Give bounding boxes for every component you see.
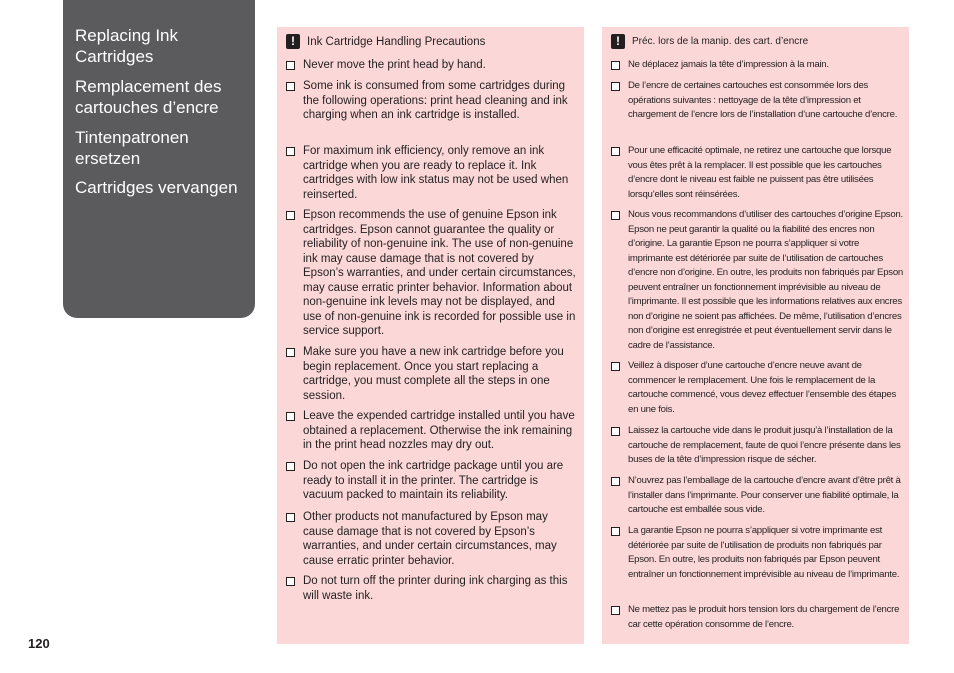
checkbox-bullet-icon (286, 513, 295, 522)
checkbox-bullet-icon (611, 147, 620, 156)
french-title-text: Préc. lors de la manip. des cart. d’encre (632, 36, 809, 47)
checkbox-bullet-icon (611, 211, 620, 220)
list-item: N’ouvrez pas l’emballage de la cartouche d’encre avant d’être prêt à l’installer dans l’imprimante. Pour conserver une fiabilité optimale, la cartouche est emballée sous vide. (611, 474, 903, 518)
checkbox-bullet-icon (286, 577, 295, 586)
list-item: Some ink is consumed from some cartridges during the following operations: print head cleaning and ink charging when an ink cartridge is installed. (286, 79, 576, 123)
list-item: Epson recommends the use of genuine Epson ink cartridges. Epson cannot guarantee the quality or reliability of non-genuine ink. The use of non-genuine ink may cause damage that is not covered by Epson’s warranties, and under certain circumstances, may cause erratic printer behavior. Information about non-genuine ink levels may not be displayed, and use of non-genuine ink is recorded for possible use in service support. (286, 208, 576, 339)
list-item: Other products not manufactured by Epson may cause damage that is not covered by Epson’s warranties, and under certain circumstances, may cause erratic printer behavior. (286, 510, 576, 568)
list-item: Do not turn off the printer during ink charging as this will waste ink. (286, 574, 576, 603)
checkbox-bullet-icon (611, 82, 620, 91)
list-item: Nous vous recommandons d’utiliser des cartouches d’origine Epson. Epson ne peut garantir la qualité ou la fiabilité des encres non d’origine. La garantie Epson ne pourra s’appliquer si votre imprimante est détériorée par suite de l’utilisation de cartouches d’encre non d’origine. En outre, les produits non fabriqués par Epson peuvent entraîner un fonctionnement imprévisible au niveau de l’imprimante. Il est possible que les informations relatives aux encres non d’origine ne soient pas affichées. De même, l’utilisation d’encres non d’origine est enregistrée et peut éventuellement servir dans le cadre de l’assistance. (611, 208, 903, 353)
english-precautions-panel (277, 27, 584, 644)
sidebar-title-panel (63, 0, 255, 318)
english-title-text: Ink Cartridge Handling Precautions (307, 35, 486, 48)
list-item: Never move the print head by hand. (286, 58, 576, 73)
list-item: For maximum ink efficiency, only remove an ink cartridge when you are ready to replace it. Ink cartridges with low ink status may not be used when reinserted. (286, 144, 576, 202)
title-french: Remplacement des cartouches d’encre (75, 77, 222, 117)
title-dutch: Cartridges vervangen (75, 178, 238, 197)
checkbox-bullet-icon (611, 606, 620, 615)
checkbox-bullet-icon (286, 412, 295, 421)
english-panel-title (286, 34, 485, 49)
checkbox-bullet-icon (286, 211, 295, 220)
list-item: De l’encre de certaines cartouches est consommée lors des opérations suivantes : nettoyage de la tête d’impression et chargement de l’encre lors de l’installation d’une cartouche d’encre. (611, 79, 903, 123)
warning-icon: ! (611, 34, 625, 49)
list-item: Veillez à disposer d’une cartouche d’encre neuve avant de commencer le remplacement. Une fois le remplacement de la cartouche commencé, vous devez effectuer l’ensemble des étapes en une fois. (611, 359, 903, 417)
checkbox-bullet-icon (286, 348, 295, 357)
list-item: Leave the expended cartridge installed until you have obtained a replacement. Otherwise the ink remaining in the print head nozzles may dry out. (286, 409, 576, 453)
checkbox-bullet-icon (611, 427, 620, 436)
list-item: Laissez la cartouche vide dans le produit jusqu’à l’installation de la cartouche de remplacement, faute de quoi l’encre présente dans les buses de la tête d’impression risque de sécher. (611, 424, 903, 468)
list-item: Pour une efficacité optimale, ne retirez une cartouche que lorsque vous êtes prêt à la remplacer. Il est possible que les cartouches d’encre dont le niveau est faible ne puissent pas être utilisées lorsqu’elles sont réinsérées. (611, 144, 903, 202)
checkbox-bullet-icon (286, 147, 295, 156)
checkbox-bullet-icon (286, 61, 295, 70)
list-item: Ne déplacez jamais la tête d’impression à la main. (611, 58, 903, 73)
checkbox-bullet-icon (611, 61, 620, 70)
list-item: Ne mettez pas le produit hors tension lors du chargement de l’encre car cette opération consomme de l’encre. (611, 603, 903, 632)
checkbox-bullet-icon (611, 362, 620, 371)
title-english: Replacing Ink Cartridges (75, 26, 179, 66)
page-number: 120 (28, 636, 50, 651)
warning-icon: ! (286, 34, 300, 49)
checkbox-bullet-icon (611, 527, 620, 536)
list-item: Make sure you have a new ink cartridge before you begin replacement. Once you start replacing a cartridge, you must complete all the steps in one session. (286, 345, 576, 403)
title-german: Tintenpatronen ersetzen (75, 128, 189, 168)
french-precautions-panel (602, 27, 909, 644)
list-item: Do not open the ink cartridge package until you are ready to install it in the printer. The cartridge is vacuum packed to maintain its reliability. (286, 459, 576, 503)
checkbox-bullet-icon (286, 82, 295, 91)
french-panel-title (611, 34, 808, 49)
list-item: La garantie Epson ne pourra s’appliquer si votre imprimante est détériorée par suite de l’utilisation de produits non fabriqués par Epson. En outre, les produits non fabriqués par Epson peuvent entraîner un fonctionnement imprévisible au niveau de l’imprimante. (611, 524, 903, 582)
checkbox-bullet-icon (611, 477, 620, 486)
checkbox-bullet-icon (286, 462, 295, 471)
